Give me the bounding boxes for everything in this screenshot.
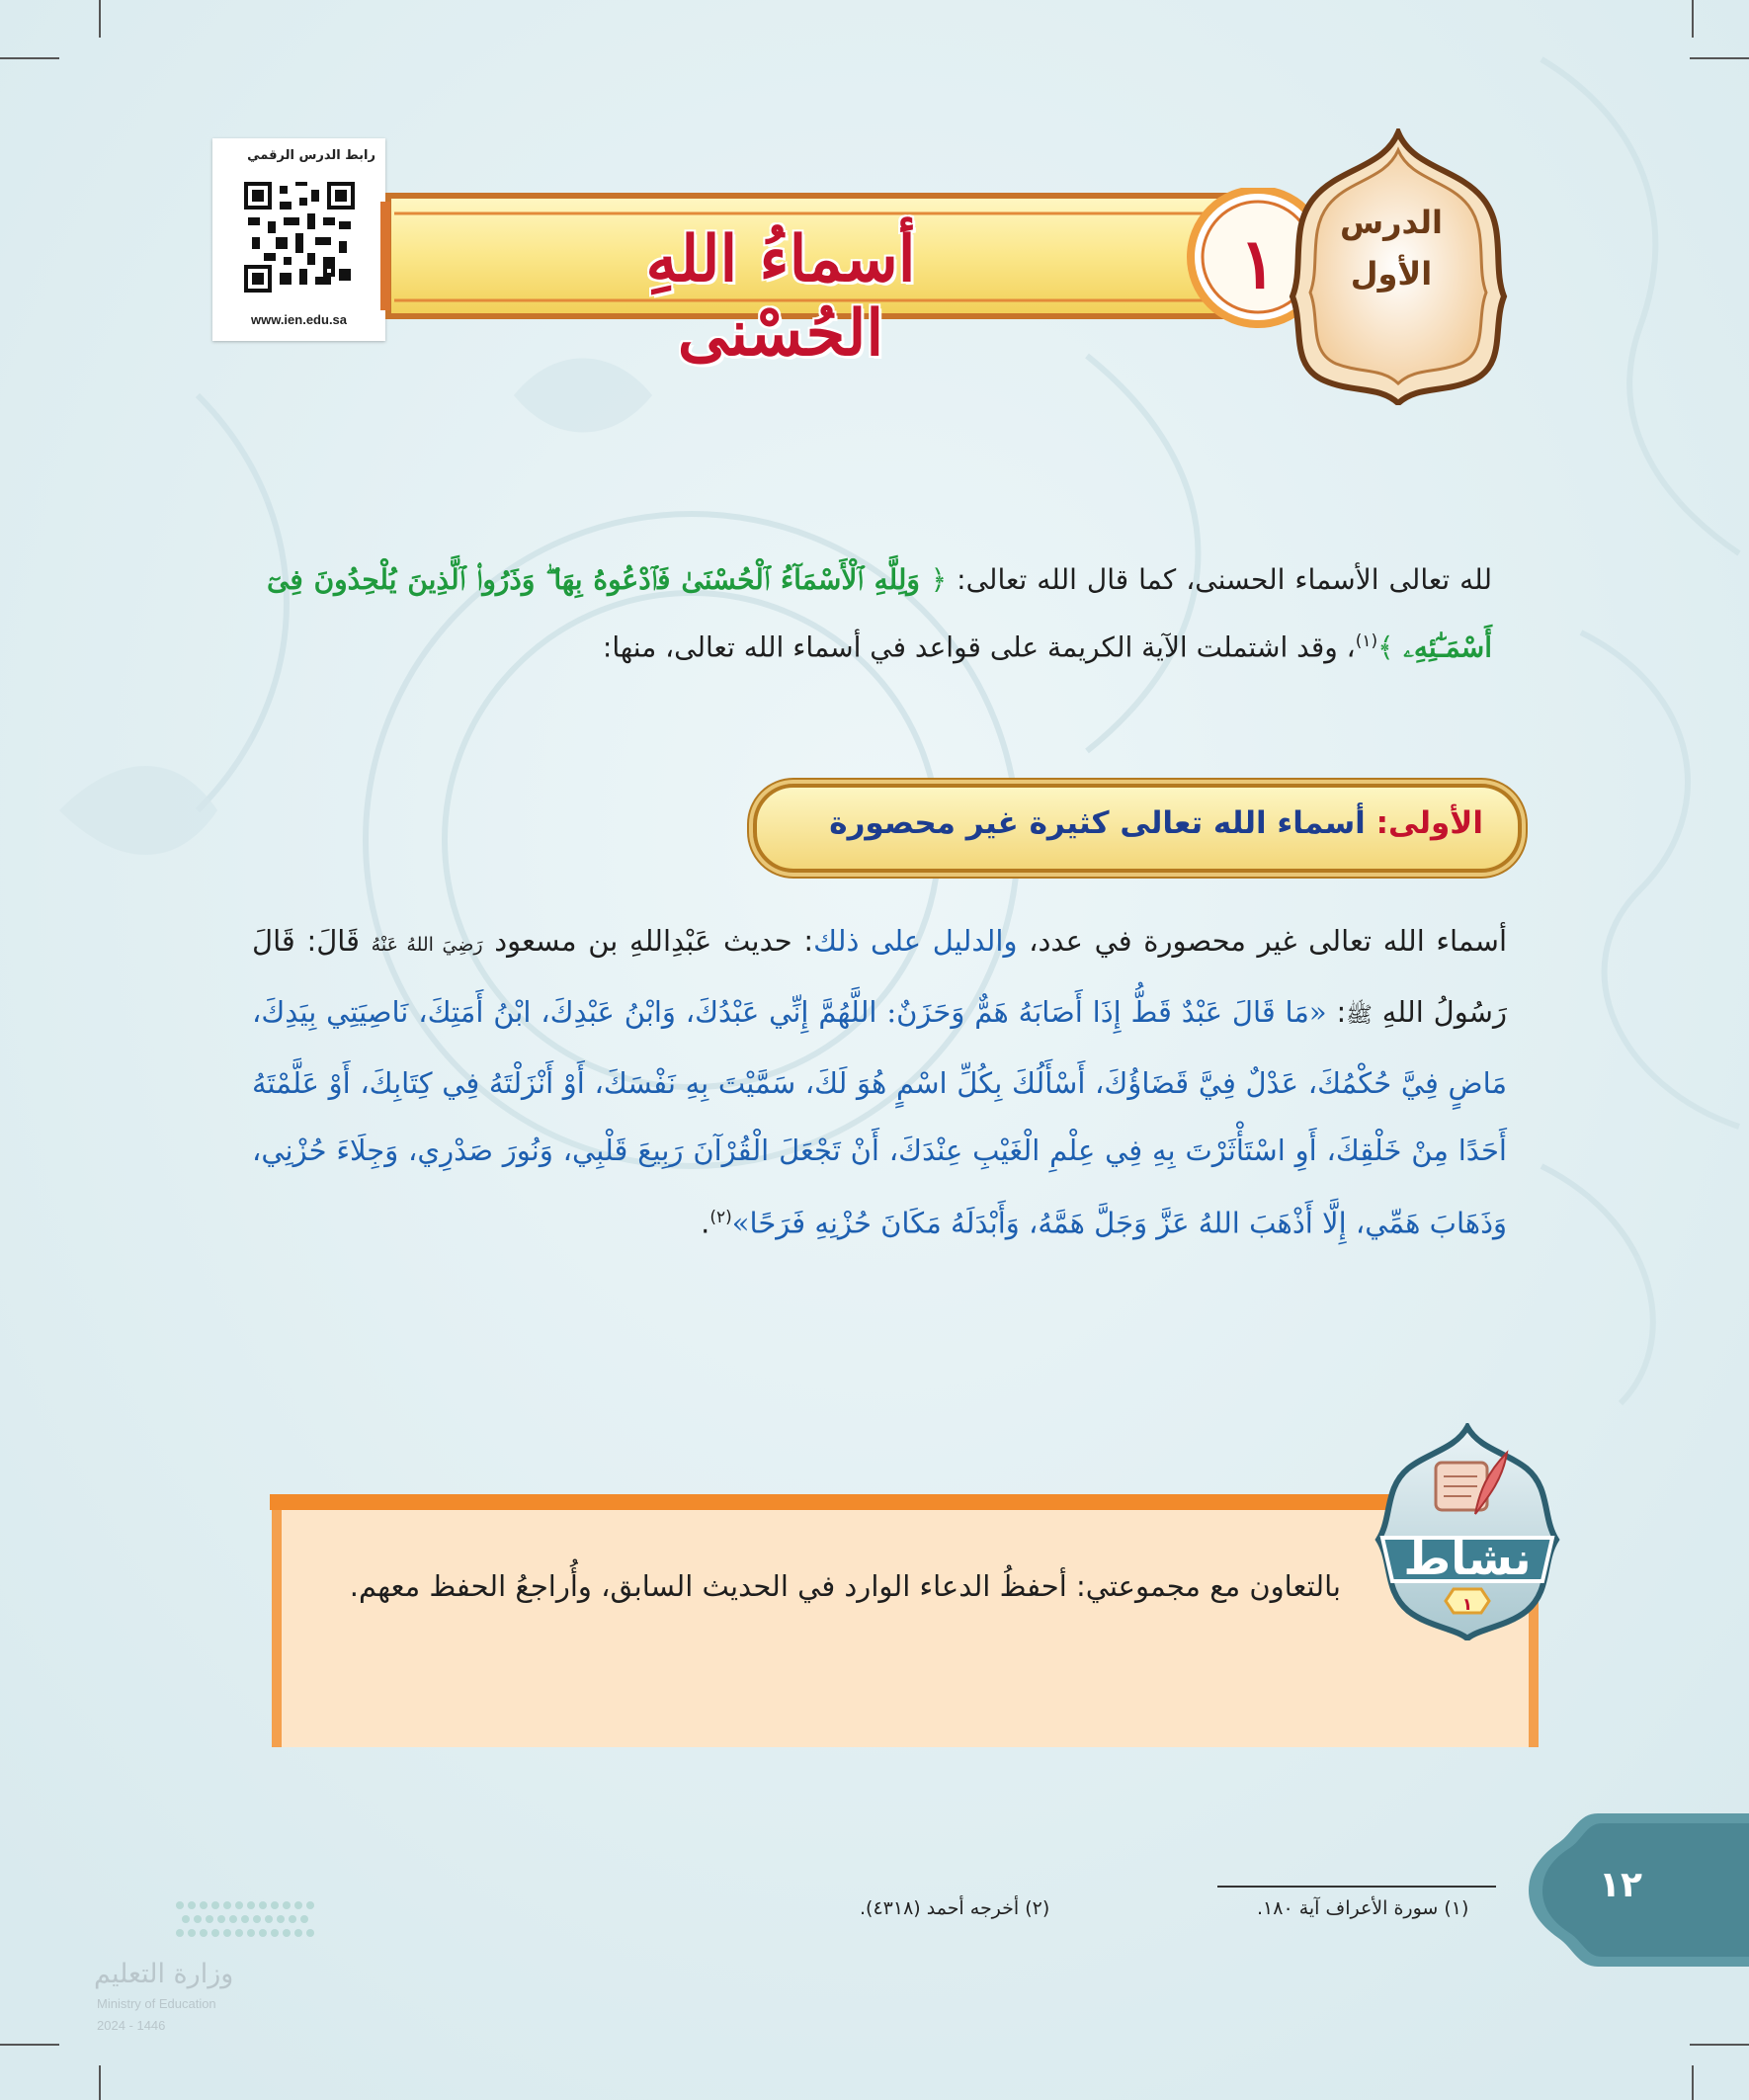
lesson-label-line1: الدرس <box>1339 204 1444 241</box>
evidence-label: والدليل على ذلك <box>813 924 1018 958</box>
qr-url[interactable]: www.ien.edu.sa <box>250 312 348 327</box>
crop-mark <box>0 2044 59 2046</box>
ministry-name-english: Ministry of Education <box>97 1996 216 2011</box>
activity-number: ١ <box>1461 1595 1473 1615</box>
hadith-text-2: : حديث عَبْدِاللهِ بن مسعود <box>482 924 814 958</box>
crop-mark <box>1692 2065 1694 2100</box>
ministry-logo-icon <box>170 1897 318 1947</box>
footnote-divider <box>1217 1886 1496 1888</box>
hadith-quote: «مَا قَالَ عَبْدٌ قَطُّ إِذَا أَصَابَهُ هَمٌّ وَحَزَنٌ: اللَّهُمَّ إِنِّي عَبْدُكَ، وَابْنُ عَبْدِكَ، ابْنُ أَمَتِكَ، نَاصِيَتِي بِيَدِكَ، مَاضٍ فِيَّ حُكْمُكَ، عَدْلٌ فِيَّ قَضَاؤُكَ، أَسْأَلُكَ بِكُلِّ اسْمٍ هُوَ لَكَ، سَمَّيْتَ بِهِ نَفْسَكَ، أَوْ أَنْزَلْتَهُ فِي كِتَابِكَ، أَوْ عَلَّمْتَهُ أَحَدًا مِنْ خَلْقِكَ، أَوِ اسْتَأْثَرْتَ بِهِ فِي عِلْمِ الْغَيْبِ عِنْدَكَ، أَنْ تَجْعَلَ الْقُرْآنَ رَبِيعَ قَلْبِي، وَنُورَ صَدْرِي، وَجِلَاءَ حُزْنِي، وَذَهَابَ هَمِّي، إِلَّا أَذْهَبَ اللهُ عَزَّ وَجَلَّ هَمَّهُ، وَأَبْدَلَهُ مَكَانَ حُزْنِهِ فَرَحًا» <box>252 995 1507 1240</box>
lesson-title: أسماءُ اللهِ الحُسْنى <box>645 222 916 371</box>
hadith-end: . <box>701 1206 710 1240</box>
footnote-1: (١) سورة الأعراف آية ١٨٠. <box>1257 1897 1469 1919</box>
digital-lesson-qr-card[interactable] <box>212 138 385 341</box>
footnote-ref-1[interactable]: (١) <box>1355 631 1378 651</box>
companion-honorific: رَضِيَ اللهُ عَنْهُ <box>371 934 483 956</box>
crop-mark <box>1690 2044 1749 2046</box>
ministry-year: 2024 - 1446 <box>97 2018 166 2033</box>
ministry-name-arabic: وزارة التعليم <box>94 1959 234 1989</box>
hadith-text-4: : <box>1326 995 1347 1029</box>
qr-code-icon[interactable] <box>244 182 355 293</box>
hadith-text-3: قَالَ: قَالَ رَسُولُ اللهِ <box>252 924 1507 1029</box>
verse-open-ornament: ﴿ <box>930 563 948 596</box>
quran-verse: وَلِلَّهِ ٱلْأَسْمَآءُ ٱلْحُسْنَىٰ فَٱدْعُوهُ بِهَا ۖ وَذَرُوا۟ ٱلَّذِينَ يُلْحِدُونَ فِىٓ أَسْمَـٰٓئِهِۦ <box>267 563 1492 664</box>
hadith-paragraph <box>252 907 1507 1257</box>
prophet-honorific: ﷺ <box>1346 1003 1373 1028</box>
lesson-number: ١ <box>1239 222 1277 304</box>
crop-mark <box>99 2065 101 2100</box>
lesson-label-line2: الأول <box>1350 255 1433 293</box>
footnote-ref-2[interactable]: (٢) <box>709 1208 732 1227</box>
page-number: ١٢ <box>1599 1865 1642 1905</box>
principle-label: الأولى: <box>1375 805 1483 841</box>
crop-mark <box>0 57 59 59</box>
principle-title: أسماء الله تعالى كثيرة غير محصورة <box>829 805 1366 841</box>
crop-mark <box>99 0 101 38</box>
intro-text-after: ، وقد اشتملت الآية الكريمة على قواعد في أسماء الله تعالى، منها: <box>602 630 1356 664</box>
intro-text-before: لله تعالى الأسماء الحسنى، كما قال الله تعالى: <box>947 563 1492 596</box>
intro-paragraph <box>267 549 1492 678</box>
activity-box <box>272 1510 1539 1747</box>
verse-close-ornament: ﴾ <box>1377 630 1394 664</box>
footnote-2: (٢) أخرجه أحمد (٤٣١٨). <box>860 1897 1050 1919</box>
crop-mark <box>1692 0 1694 38</box>
activity-label: نشاط <box>1403 1532 1532 1585</box>
crop-mark <box>1690 57 1749 59</box>
activity-text: بالتعاون مع مجموعتي: أحفظُ الدعاء الوارد في الحديث السابق، وأُراجعُ الحفظ معهم. <box>349 1569 1341 1603</box>
hadith-text-1: أسماء الله تعالى غير محصورة في عدد، <box>1017 924 1508 958</box>
qr-caption: رابط الدرس الرقمي <box>247 148 375 163</box>
principle-text-container <box>757 805 1483 841</box>
principle-heading <box>753 784 1522 873</box>
